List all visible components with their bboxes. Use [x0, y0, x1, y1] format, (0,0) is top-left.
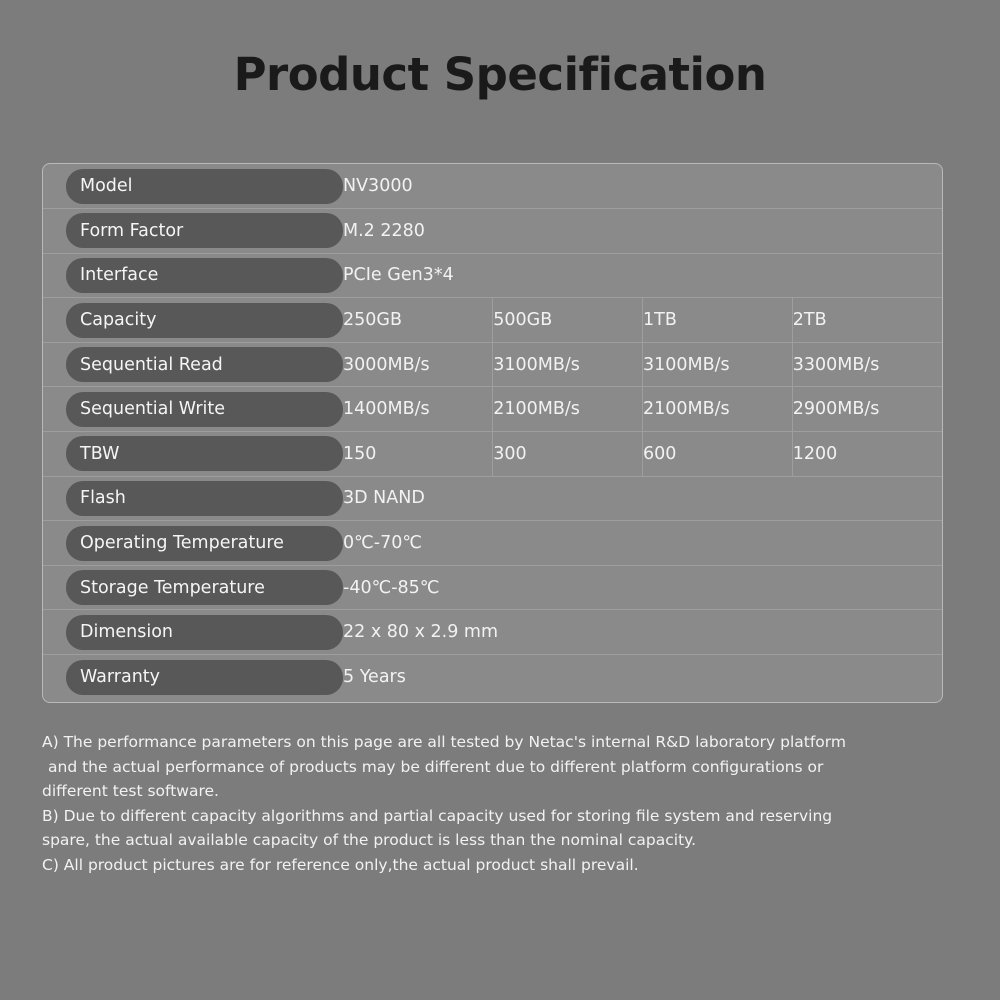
row-label-sequential-read: [43, 342, 343, 387]
row-label-operating-temperature: [43, 521, 343, 566]
row-value-sequential-read-3: 3100MB/s: [643, 342, 793, 387]
row-label-model: [43, 164, 343, 209]
page-title: Product Specification: [233, 48, 767, 101]
label-pill: Flash: [66, 481, 343, 516]
table-row: [43, 253, 942, 298]
row-value-tbw-1: 150: [343, 432, 493, 477]
row-label-tbw: [43, 432, 343, 477]
row-label-sequential-write: [43, 387, 343, 432]
row-value-sequential-write-1: 1400MB/s: [343, 387, 493, 432]
label-pill: Interface: [66, 258, 343, 293]
table-row: [43, 655, 942, 700]
row-value-warranty: 5 Years: [343, 667, 406, 688]
row-label-storage-temperature: [43, 565, 343, 610]
row-label-form-factor: [43, 209, 343, 254]
label-pill: Warranty: [66, 660, 343, 695]
table-row: [43, 342, 942, 387]
row-label-flash: [43, 476, 343, 521]
specification-table-card: [42, 163, 943, 703]
row-value-tbw-3: 600: [643, 432, 793, 477]
table-row: [43, 476, 942, 521]
table-row: [43, 521, 942, 566]
label-pill: Form Factor: [66, 213, 343, 248]
label-pill: TBW: [66, 436, 343, 471]
table-row: [43, 387, 942, 432]
row-value-capacity-1: 250GB: [343, 298, 493, 343]
row-value-flash: 3D NAND: [343, 476, 942, 521]
table-row: [43, 164, 942, 209]
row-value-capacity-4: 2TB: [792, 298, 942, 343]
footnote-b-line-2: spare, the actual available capacity of the product is less than the nominal capacity.: [42, 831, 697, 850]
table-row: [43, 209, 942, 254]
row-value-tbw-2: 300: [493, 432, 643, 477]
label-pill: Dimension: [66, 615, 343, 650]
footnotes: [42, 730, 962, 878]
row-value-sequential-read-1: 3000MB/s: [343, 342, 493, 387]
footnote-b-line-1: B) Due to different capacity algorithms and partial capacity used for storing file system and reserving: [42, 806, 833, 825]
row-label-capacity: [43, 298, 343, 343]
table-row: [43, 432, 942, 477]
row-value-sequential-read-4: 3300MB/s: [792, 342, 942, 387]
footnote-a-line-2: and the actual performance of products may be different due to different platform configurations or: [48, 757, 824, 776]
row-label-warranty: [43, 655, 343, 700]
label-pill: Operating Temperature: [66, 526, 343, 561]
label-pill: Model: [66, 169, 343, 204]
row-value-operating-temperature: 0℃-70℃: [343, 521, 942, 566]
footnote-a-line-1: A) The performance parameters on this page are all tested by Netac's internal R&D laboratory platform: [42, 733, 846, 751]
footnote-a-line-3: different test software.: [42, 782, 219, 801]
specification-table: [43, 164, 942, 699]
row-value-sequential-write-3: 2100MB/s: [643, 387, 793, 432]
label-pill: Capacity: [66, 303, 343, 338]
table-row: [43, 565, 942, 610]
row-value-sequential-write-4: 2900MB/s: [792, 387, 942, 432]
label-pill: Sequential Read: [66, 347, 343, 382]
row-label-dimension: [43, 610, 343, 655]
table-row: [43, 298, 942, 343]
table-row: [43, 610, 942, 655]
row-value-tbw-4: 1200: [792, 432, 942, 477]
row-value-interface: PCIe Gen3*4: [343, 253, 942, 298]
row-value-sequential-read-2: 3100MB/s: [493, 342, 643, 387]
label-pill: Sequential Write: [66, 392, 343, 427]
row-value-capacity-3: 1TB: [643, 298, 793, 343]
row-value-storage-temperature: -40℃-85℃: [343, 565, 942, 610]
row-label-interface: [43, 253, 343, 298]
row-value-form-factor: M.2 2280: [343, 209, 942, 254]
row-value-sequential-write-2: 2100MB/s: [493, 387, 643, 432]
row-value-dimension: 22 x 80 x 2.9 mm: [343, 610, 942, 655]
row-value-capacity-2: 500GB: [493, 298, 643, 343]
label-pill: Storage Temperature: [66, 570, 343, 605]
row-value-model: NV3000: [343, 164, 942, 209]
footnote-c-line-1: C) All product pictures are for reference only,the actual product shall prevail.: [42, 855, 639, 874]
